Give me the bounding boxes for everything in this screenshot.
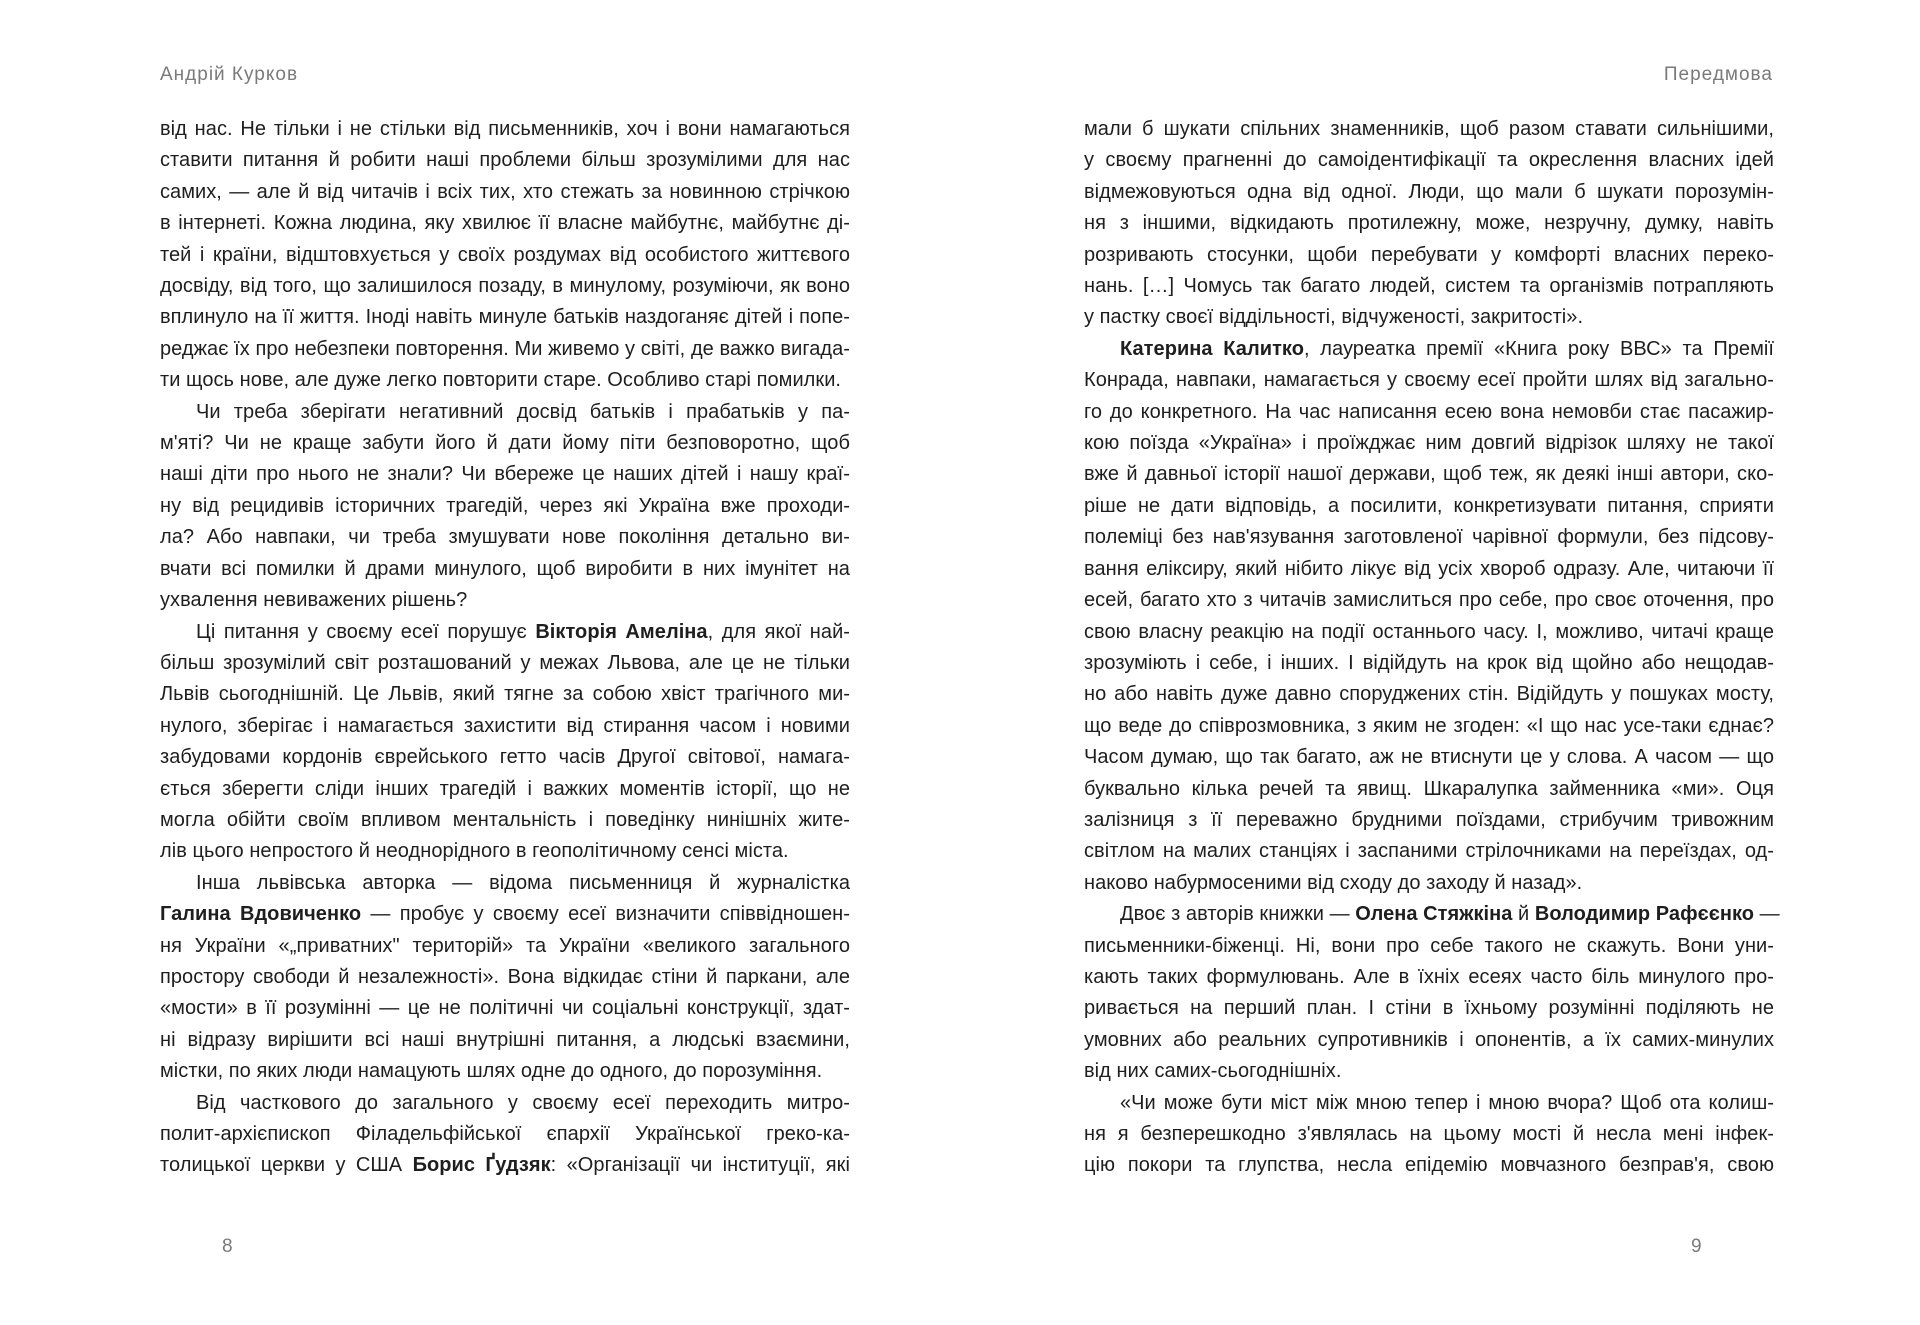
- text-line: [1084, 397, 1774, 428]
- text-line: [1084, 334, 1774, 365]
- text-line: [160, 617, 850, 648]
- text-segment: ні відразу вирішити всі наші внутрішні питання, а людські взаємини,: [160, 1028, 850, 1051]
- text-line: [1084, 931, 1774, 962]
- text-line: [160, 302, 850, 333]
- text-segment: цію покори та глупства, несла епідемію мовчазного безправ'я, свою: [1084, 1154, 1774, 1177]
- text-segment: у пастку своєї віддільності, відчуженості, закритості».: [1084, 306, 1584, 329]
- text-segment: кою поїзда «Україна» і проїжджає ним довгий відрізок шляху не такої: [1084, 432, 1774, 455]
- text-segment: що веде до співрозмовника, з яким не згоден: «І що нас усе-таки єднає?: [1084, 714, 1774, 737]
- text-segment: відмежовуються одна від одної. Люди, що мали б шукати порозумін-: [1084, 180, 1774, 203]
- text-segment: но або навіть дуже давно споруджених стін. Відійдуть у пошуках мосту,: [1084, 683, 1774, 706]
- text-segment: , для якої най-: [707, 620, 850, 643]
- text-line: [160, 1119, 850, 1150]
- text-segment: у своєму прагненні до самоідентифікації та окреслення власних ідей: [1084, 149, 1774, 172]
- text-segment: умовних або реальних супротивників і опонентів, а їх самих-минулих: [1084, 1028, 1774, 1051]
- text-segment: полит-архієпископ Філадельфійської єпархії Української греко-ка-: [160, 1123, 850, 1145]
- text-segment: більш зрозумілий світ розташований у межах Львова, але це не тільки: [160, 651, 850, 674]
- text-line: [160, 334, 850, 365]
- text-line: [1084, 177, 1774, 208]
- text-line: [1084, 993, 1774, 1024]
- text-line: [160, 931, 850, 962]
- author-name: Галина Вдовиченко: [160, 903, 362, 926]
- text-line: [1084, 271, 1774, 302]
- text-line: [160, 679, 850, 710]
- text-line: [1084, 805, 1774, 836]
- text-line: [1084, 145, 1774, 176]
- text-line: [1084, 962, 1774, 993]
- text-segment: Від часткового до загального у своєму есеї переходить митро-: [196, 1091, 850, 1114]
- text-segment: —: [1754, 903, 1780, 926]
- text-segment: полеміці без нав'язування заготовленої чарівної формули, без підсову-: [1084, 526, 1774, 549]
- text-segment: Чи треба зберігати негативний досвід батьків і прабатьків у па-: [196, 400, 850, 423]
- text-line: [160, 1025, 850, 1056]
- text-segment: вчати всі помилки й драми минулого, щоб виробити в них імунітет на: [160, 557, 850, 580]
- text-line: [1084, 428, 1774, 459]
- text-segment: забудовами кордонів єврейського гетто часів Другої світової, намага-: [160, 746, 850, 769]
- text-segment: вже й давньої історії нашої держави, щоб теж, як деякі інші автори, ско-: [1084, 463, 1774, 486]
- text-line: [1084, 522, 1774, 553]
- text-segment: толицької церкви у США: [160, 1154, 413, 1177]
- text-line: [160, 836, 850, 867]
- text-segment: ставити питання й робити наші проблеми більш зрозумілими для нас: [160, 149, 850, 172]
- text-line: [1084, 459, 1774, 490]
- text-line: [1084, 302, 1774, 333]
- text-segment: зрозуміють і себе, і інших. І відійдуть на крок від щойно або нещодав-: [1084, 651, 1774, 674]
- running-head-author: Андрій Курков: [160, 64, 299, 85]
- text-line: [160, 114, 850, 145]
- text-line: [160, 522, 850, 553]
- text-line: [1084, 208, 1774, 239]
- page-number: 8: [222, 1236, 233, 1257]
- text-segment: м'яті? Чи не краще забути його й дати йому піти безповоротно, щоб: [160, 432, 850, 455]
- author-name: Олена Стяжкіна: [1355, 903, 1513, 926]
- text-line: [160, 428, 850, 459]
- text-segment: Ці питання у своєму есеї порушує: [196, 620, 536, 643]
- text-line: [1084, 491, 1774, 522]
- page-number: 9: [1691, 1236, 1702, 1257]
- text-segment: тей і країни, відштовхується у своїх роздумах від особистого життєвого: [160, 243, 850, 266]
- right-page-text: [1084, 114, 1780, 1182]
- text-segment: Інша львівська авторка — відома письменниця й журналістка: [196, 871, 850, 894]
- text-line: [1084, 679, 1774, 710]
- text-segment: могла обійти своїм впливом ментальність і поведінку нинішніх жите-: [160, 808, 850, 831]
- text-line: [160, 585, 850, 616]
- text-segment: ня я безперешкодно з'являлась на цьому мості й несла мені інфек-: [1084, 1123, 1774, 1145]
- text-line: [160, 899, 850, 930]
- text-line: [1084, 365, 1774, 396]
- text-line: [160, 868, 850, 899]
- text-line: [1084, 585, 1774, 616]
- text-segment: від нас. Не тільки і не стільки від письменників, хоч і вони намагаються: [160, 118, 850, 140]
- text-line: [1084, 774, 1774, 805]
- text-segment: свою власну реакцію на події останнього часу. І, можливо, читачі краще: [1084, 620, 1774, 643]
- text-segment: мали б шукати спільних знаменників, щоб разом ставати сильнішими,: [1084, 118, 1774, 140]
- text-line: [160, 208, 850, 239]
- text-line: [1084, 1150, 1774, 1181]
- text-line: [160, 365, 850, 396]
- right-page: [960, 0, 1920, 1325]
- author-name: Борис Ґудзяк: [412, 1154, 551, 1177]
- text-line: [160, 1056, 850, 1087]
- text-segment: буквально кілька речей та явищ. Шкаралупка займенника «ми». Оця: [1084, 777, 1774, 800]
- text-line: [1084, 554, 1774, 585]
- text-line: [1084, 1088, 1774, 1119]
- text-line: [160, 1150, 850, 1181]
- text-line: [1084, 899, 1780, 930]
- text-segment: Часом думаю, що так багато, аж не втиснути це у слова. А часом — що: [1084, 746, 1774, 769]
- text-segment: ріше не дати відповідь, а посилити, конкретизувати питання, сприяти: [1084, 494, 1774, 517]
- text-segment: реджає їх про небезпеки повторення. Ми живемо у світі, де важко вигада-: [160, 337, 850, 360]
- author-name: Володимир Рафєєнко: [1534, 903, 1755, 926]
- text-segment: есей, багато хто з читачів замислиться про себе, про своє оточення, про: [1084, 589, 1774, 612]
- text-segment: вплинуло на її життя. Іноді навіть минуле батьків наздоганяє дітей і попе-: [160, 306, 850, 329]
- text-segment: в інтернеті. Кожна людина, яку хвилює її власне майбутнє, майбутнє ді-: [160, 212, 850, 235]
- text-segment: простору свободи й незалежності». Вона відкидає стіни й паркани, але: [160, 965, 850, 988]
- text-segment: ня з іншими, відкидають протилежну, може, незручну, думку, навіть: [1084, 212, 1774, 235]
- text-segment: : «Організації чи інституції, які: [550, 1154, 850, 1177]
- text-segment: нань. […] Чомусь так багато людей, систем та організмів потрапляють: [1084, 275, 1774, 298]
- text-segment: й: [1512, 903, 1535, 926]
- text-segment: наші діти про нього не знали? Чи вбереже це наших дітей і нашу краї-: [160, 463, 850, 486]
- text-line: [160, 177, 850, 208]
- text-segment: «мости» в її розумінні — це не політичні чи соціальні конструкції, здат-: [160, 997, 850, 1020]
- text-line: [160, 774, 850, 805]
- text-line: [1084, 648, 1774, 679]
- text-segment: нулого, зберігає і намагається захистити від стирання часом і новими: [160, 714, 850, 737]
- text-segment: Львів сьогоднішній. Це Львів, який тягне за собою хвіст трагічного ми-: [160, 683, 850, 706]
- text-segment: ривається на перший план. І стіни в їхньому розумінні поділяють не: [1084, 997, 1774, 1020]
- text-segment: містки, по яких люди намацують шлях одне до одного, до порозуміння.: [160, 1060, 823, 1083]
- author-name: Катерина Калитко: [1120, 337, 1304, 360]
- running-head-section: Передмова: [1663, 64, 1773, 85]
- author-name: Вікторія Амеліна: [535, 620, 708, 643]
- text-line: [160, 271, 850, 302]
- text-line: [1084, 114, 1774, 145]
- text-line: [160, 742, 850, 773]
- text-line: [1084, 1056, 1774, 1087]
- text-segment: наково набурмосеними від сходу до заходу й назад».: [1084, 871, 1583, 894]
- text-segment: Конрада, навпаки, намагається у своєму есеї пройти шлях від загально-: [1084, 369, 1774, 392]
- text-segment: від них самих-сьогоднішніх.: [1084, 1060, 1342, 1083]
- text-segment: ухвалення невиважених рішень?: [160, 589, 468, 612]
- text-line: [160, 491, 850, 522]
- text-segment: ється зберегти сліди інших трагедій і важких моментів історії, що не: [160, 777, 850, 800]
- text-segment: ла? Або навпаки, чи треба змушувати нове покоління детально ви-: [160, 526, 850, 549]
- text-segment: досвіду, від того, що залишилося позаду, в минулому, розуміючи, як воно: [160, 275, 850, 298]
- text-line: [1084, 868, 1774, 899]
- text-line: [160, 1088, 850, 1119]
- text-line: [1084, 240, 1774, 271]
- text-line: [160, 554, 850, 585]
- text-segment: ну від рецидивів історичних трагедій, через які Україна вже проходи-: [160, 494, 850, 517]
- text-segment: лів цього непростого й неоднорідного в геополітичному сенсі міста.: [160, 840, 789, 863]
- text-line: [160, 648, 850, 679]
- text-line: [1084, 1025, 1774, 1056]
- text-segment: ти щось нове, але дуже легко повторити старе. Особливо старі помилки.: [160, 369, 842, 392]
- text-segment: кають таких формулювань. Але в їхніх есеях часто біль минулого про-: [1084, 965, 1774, 988]
- text-line: [1084, 1119, 1774, 1150]
- text-segment: самих, — але й від читачів і всіх тих, хто стежать за новинною стрічкою: [160, 180, 850, 203]
- text-line: [160, 962, 850, 993]
- left-page-text: [160, 114, 850, 1182]
- text-segment: розривають стосунки, щоби перебувати у комфорті власних переко-: [1084, 243, 1774, 266]
- text-line: [1084, 711, 1774, 742]
- text-segment: Двоє з авторів книжки —: [1120, 903, 1356, 926]
- text-segment: ня України «„приватних" територій» та України «великого загального: [160, 934, 850, 957]
- text-line: [160, 993, 850, 1024]
- text-segment: залізниця з її переважно брудними поїздами, стрибучим тривожним: [1084, 808, 1774, 831]
- text-segment: вання еліксиру, який нібито лікує від усіх хвороб одразу. Але, читаючи її: [1084, 557, 1774, 580]
- text-segment: світлом на малих станціях і заспаними стрілочниками на переїздах, од-: [1084, 840, 1774, 863]
- text-line: [160, 459, 850, 490]
- text-line: [160, 145, 850, 176]
- text-line: [160, 711, 850, 742]
- text-line: [160, 240, 850, 271]
- text-line: [1084, 617, 1774, 648]
- text-segment: «Чи може бути міст між мною тепер і мною вчора? Щоб ота колиш-: [1120, 1091, 1774, 1114]
- text-line: [160, 397, 850, 428]
- text-segment: — пробує у своєму есеї визначити співвідношен-: [361, 903, 850, 926]
- text-segment: письменники-біженці. Ні, вони про себе такого не скажуть. Вони уни-: [1084, 934, 1774, 957]
- text-line: [1084, 836, 1774, 867]
- text-segment: , лауреатка премії «Книга року ВВС» та Премії: [1303, 337, 1774, 360]
- text-line: [160, 805, 850, 836]
- text-segment: го до конкретного. На час написання есею вона немовби стає пасажир-: [1084, 400, 1774, 423]
- text-line: [1084, 742, 1774, 773]
